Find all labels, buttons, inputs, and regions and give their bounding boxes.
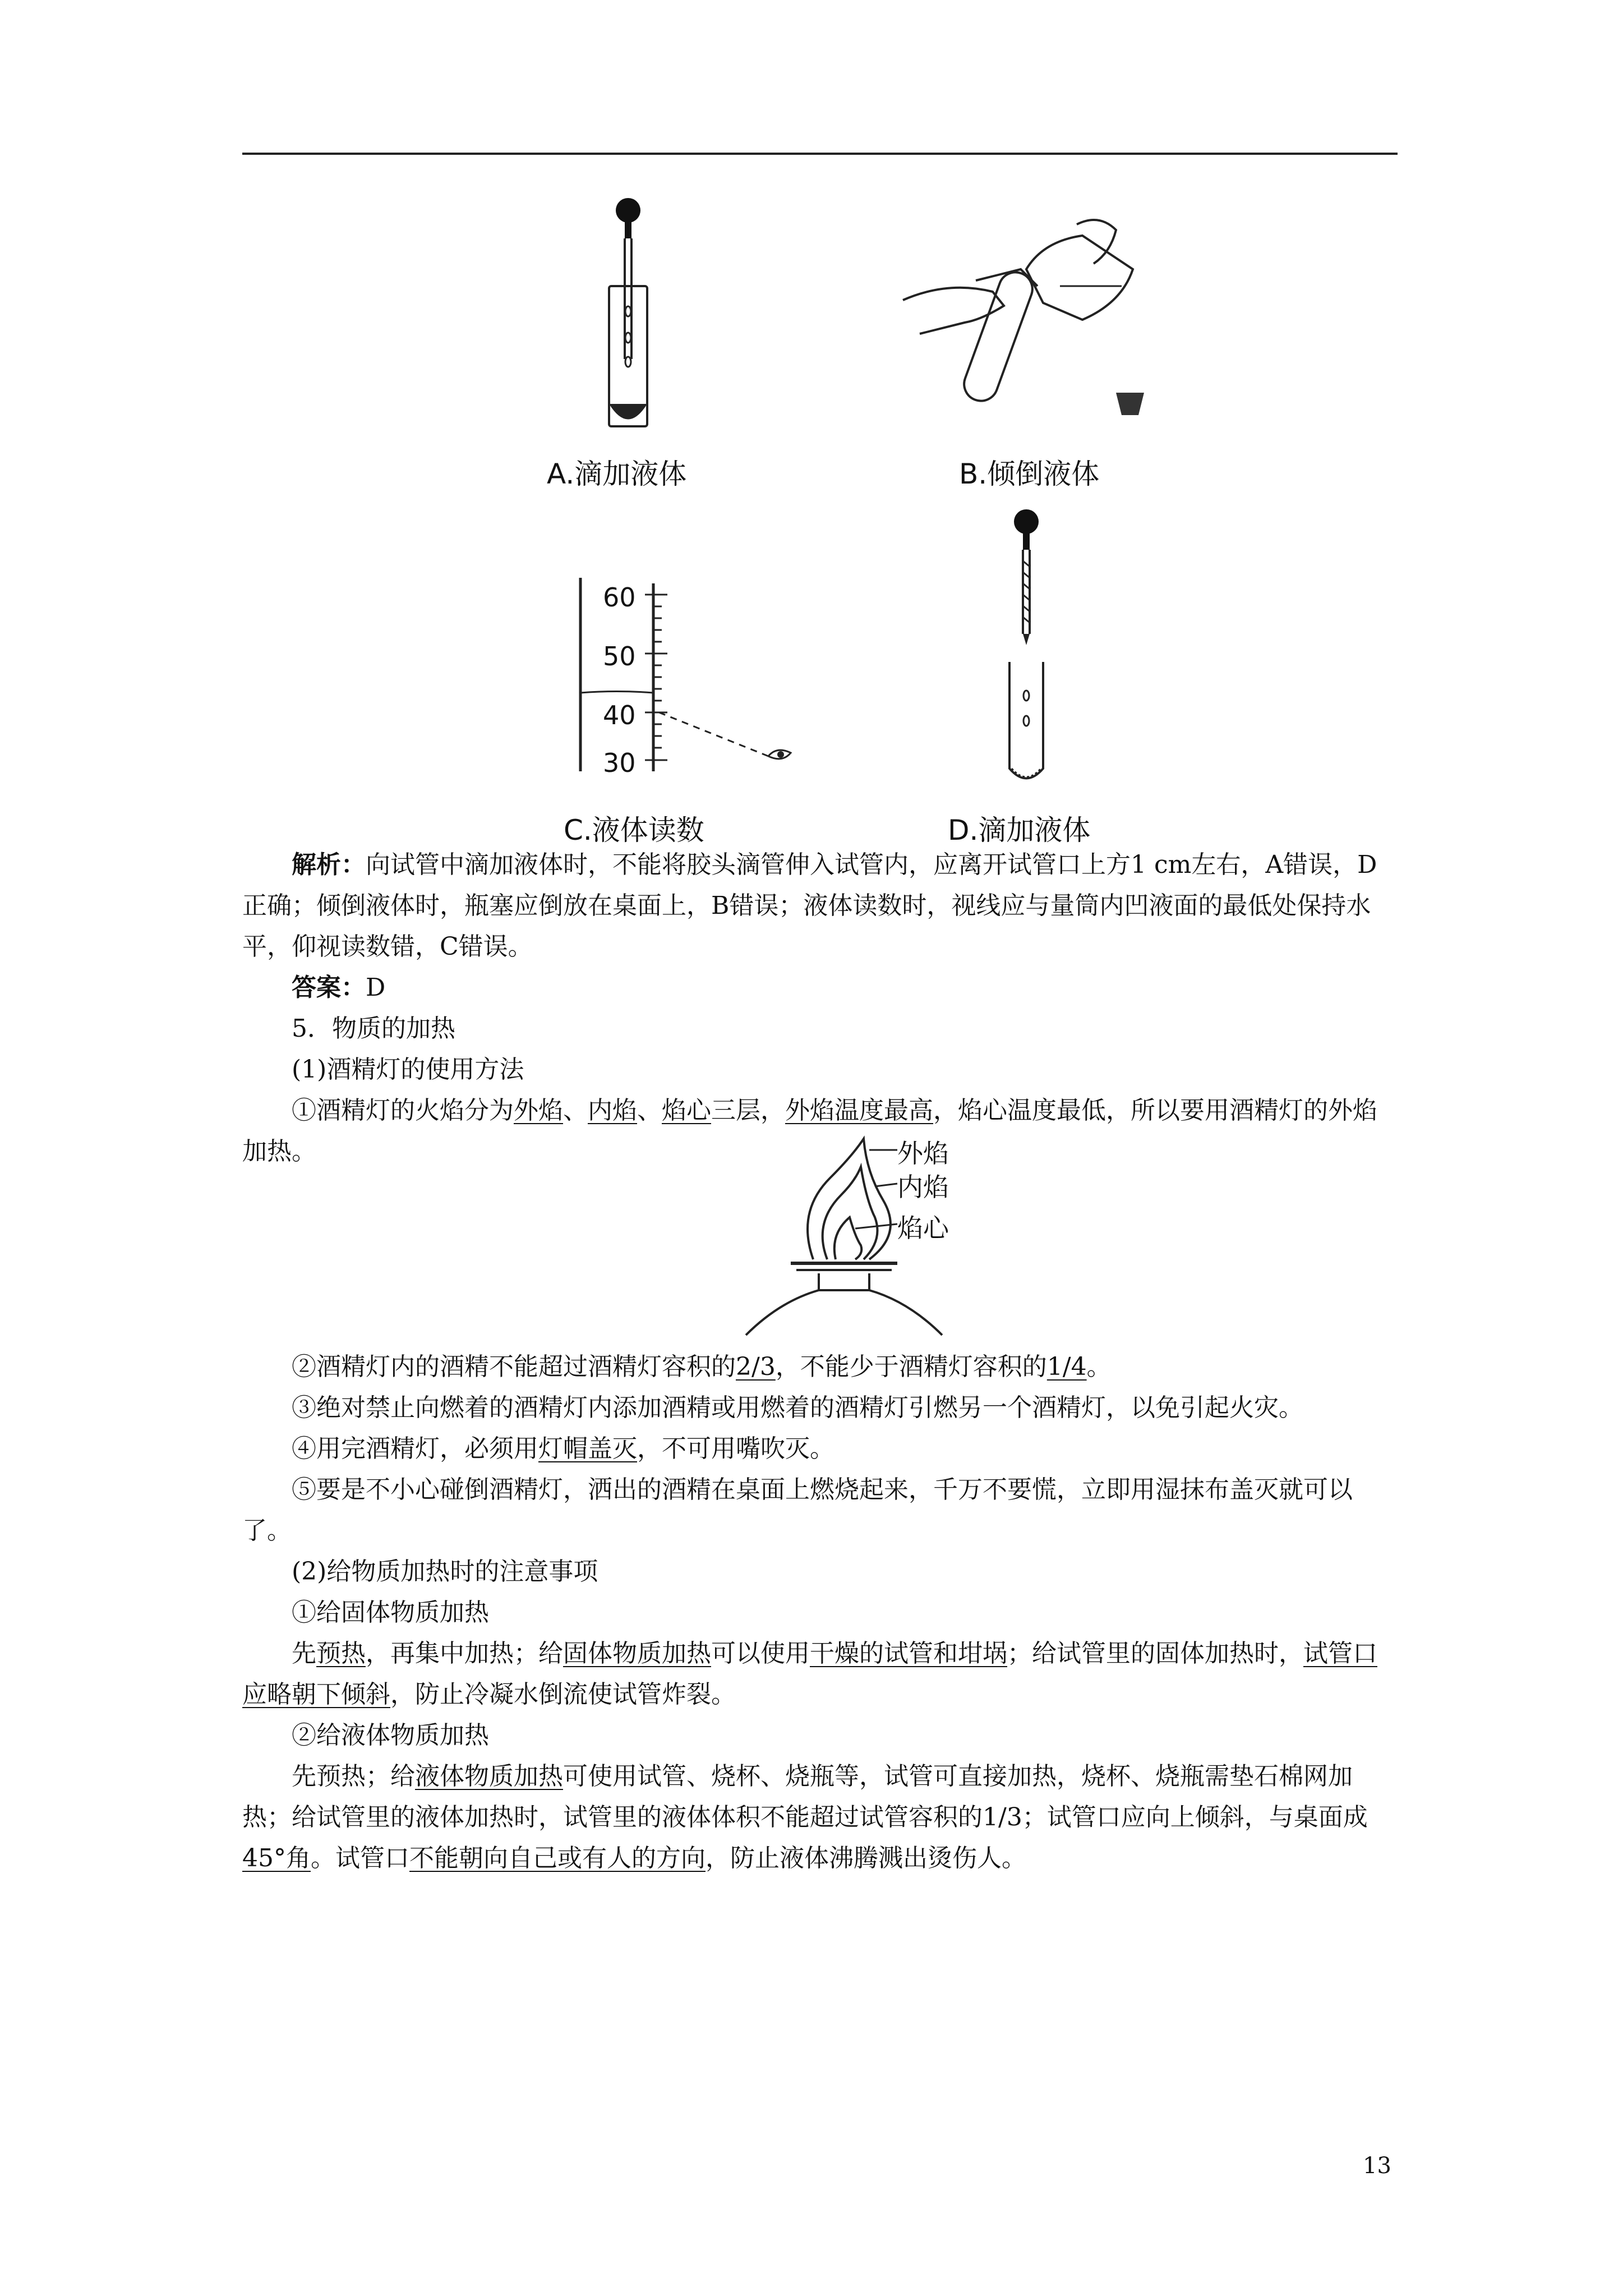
item2-underline-2: 1/4 bbox=[1046, 1352, 1087, 1381]
solid-underline-2: 固体物质加热 bbox=[563, 1639, 711, 1668]
solid-title: ①给固体物质加热 bbox=[292, 1598, 489, 1627]
solid-text-1: 先 bbox=[292, 1639, 316, 1668]
section5-item3: ③绝对禁止向燃着的酒精灯内添加酒精或用燃着的酒精灯引燃另一个酒精灯，以免引起火灾。 bbox=[292, 1393, 1303, 1422]
section5-item2 bbox=[242, 1346, 1398, 1387]
section5-item5: ⑤要是不小心碰倒酒精灯，洒出的酒精在桌面上燃烧起来，千万不要慌，立即用湿抹布盖灭就可以了。 bbox=[242, 1475, 1353, 1545]
solid-underline-3: 干燥的试管和坩埚 bbox=[810, 1639, 1007, 1668]
analysis-block bbox=[242, 844, 1398, 1172]
solid-text-2: ，再集中加热；给 bbox=[366, 1639, 563, 1668]
solid-underline-4: 试管口应略朝下倾斜 bbox=[242, 1639, 1377, 1709]
header-rule bbox=[242, 153, 1398, 155]
analysis-paragraph bbox=[242, 844, 1398, 967]
flame-label-core: 焰心 bbox=[897, 1213, 949, 1243]
section5-title: 5．物质的加热 bbox=[292, 1014, 455, 1043]
caption-d: D.滴加液体 bbox=[948, 814, 1091, 846]
flame-label-outer: 外焰 bbox=[897, 1138, 949, 1168]
item1-underline-2: 内焰 bbox=[588, 1096, 637, 1125]
item1-sep-2: 、 bbox=[637, 1096, 662, 1125]
answer-label: 答案： bbox=[292, 973, 366, 1002]
item1-text-1: ①酒精灯的火焰分为 bbox=[292, 1096, 514, 1125]
item2-underline-1: 2/3 bbox=[736, 1352, 776, 1381]
cylinder-tick-30: 30 bbox=[603, 748, 636, 778]
figure-b-pouring bbox=[897, 202, 1166, 438]
cylinder-tick-50: 50 bbox=[603, 641, 636, 671]
answer-value: D bbox=[366, 973, 386, 1002]
liquid-underline-1: 液体物质加热 bbox=[415, 1762, 563, 1791]
liquid-underline-3: 不能朝向自己或有人的方向 bbox=[409, 1844, 706, 1872]
cylinder-tick-60: 60 bbox=[603, 582, 636, 613]
section5-sub1: (1)酒精灯的使用方法 bbox=[292, 1055, 524, 1084]
liquid-text-2: 可使用试管、烧杯、烧瓶等，试管可直接加热，烧杯、烧瓶需垫石棉网加热；给试管里的液体加热时，试管里的液体体积不能超过试管容积的1/3；试管口应向上倾斜，与桌面成 bbox=[242, 1762, 1368, 1832]
section5-item4 bbox=[242, 1428, 1398, 1469]
item4-text-2: ，不可用嘴吹灭。 bbox=[637, 1434, 834, 1463]
analysis-text: 向试管中滴加液体时，不能将胶头滴管伸入试管内，应离开试管口上方1 cm左右，A错误，D正确；倾倒液体时，瓶塞应倒放在桌面上，B错误；液体读数时，视线应与量筒内凹液面的最低处保持水平，仰视读数错，C错误。 bbox=[242, 850, 1377, 961]
answer-paragraph bbox=[242, 967, 1398, 1008]
figure-d-dropper bbox=[965, 505, 1088, 791]
solid-text-5: ，防止冷凝水倒流使试管炸裂。 bbox=[390, 1680, 736, 1709]
liquid-title: ②给液体物质加热 bbox=[292, 1721, 489, 1750]
analysis-label: 解析： bbox=[292, 850, 366, 879]
figure-c-cylinder bbox=[561, 578, 819, 774]
liquid-text-1: 先预热；给 bbox=[292, 1762, 415, 1791]
section5-sub2: (2)给物质加热时的注意事项 bbox=[292, 1557, 598, 1586]
liquid-text-4: ，防止液体沸腾溅出烫伤人。 bbox=[706, 1844, 1026, 1872]
flame-label-inner: 内焰 bbox=[897, 1172, 949, 1202]
item1-sep-1: 、 bbox=[563, 1096, 588, 1125]
item1-underline-1: 外焰 bbox=[514, 1096, 563, 1125]
item4-text-1: ④用完酒精灯，必须用 bbox=[292, 1434, 538, 1463]
caption-a: A.滴加液体 bbox=[547, 458, 687, 490]
item1-underline-3: 焰心 bbox=[662, 1096, 711, 1125]
page-number: 13 bbox=[1363, 2153, 1391, 2179]
caption-b: B.倾倒液体 bbox=[959, 458, 1100, 490]
liquid-text-3: 。试管口 bbox=[311, 1844, 409, 1872]
item4-underline-1: 灯帽盖灭 bbox=[538, 1434, 637, 1463]
solid-underline-1: 预热 bbox=[316, 1639, 366, 1668]
solid-text-3: 可以使用 bbox=[711, 1639, 810, 1668]
item1-text-2: 三层， bbox=[711, 1096, 785, 1125]
heating-block bbox=[242, 1346, 1398, 1879]
solid-text-4: ；给试管里的固体加热时， bbox=[1007, 1639, 1303, 1668]
liquid-paragraph bbox=[242, 1756, 1398, 1879]
item1-underline-4: 外焰温度最高 bbox=[785, 1096, 933, 1125]
item1-text-3: ，焰心温度最低，所以要用酒精灯的外焰加热。 bbox=[242, 1096, 1377, 1166]
item2-text-3: 。 bbox=[1086, 1352, 1112, 1381]
solid-paragraph bbox=[242, 1633, 1398, 1715]
figure-flame bbox=[735, 1133, 1049, 1341]
item2-text-1: ②酒精灯内的酒精不能超过酒精灯容积的 bbox=[292, 1352, 736, 1381]
liquid-underline-2: 45°角 bbox=[242, 1844, 311, 1872]
item2-text-2: ，不能少于酒精灯容积的 bbox=[775, 1352, 1047, 1381]
caption-c: C.液体读数 bbox=[564, 814, 704, 846]
figure-a-dropper bbox=[566, 191, 690, 443]
cylinder-tick-40: 40 bbox=[603, 700, 636, 730]
